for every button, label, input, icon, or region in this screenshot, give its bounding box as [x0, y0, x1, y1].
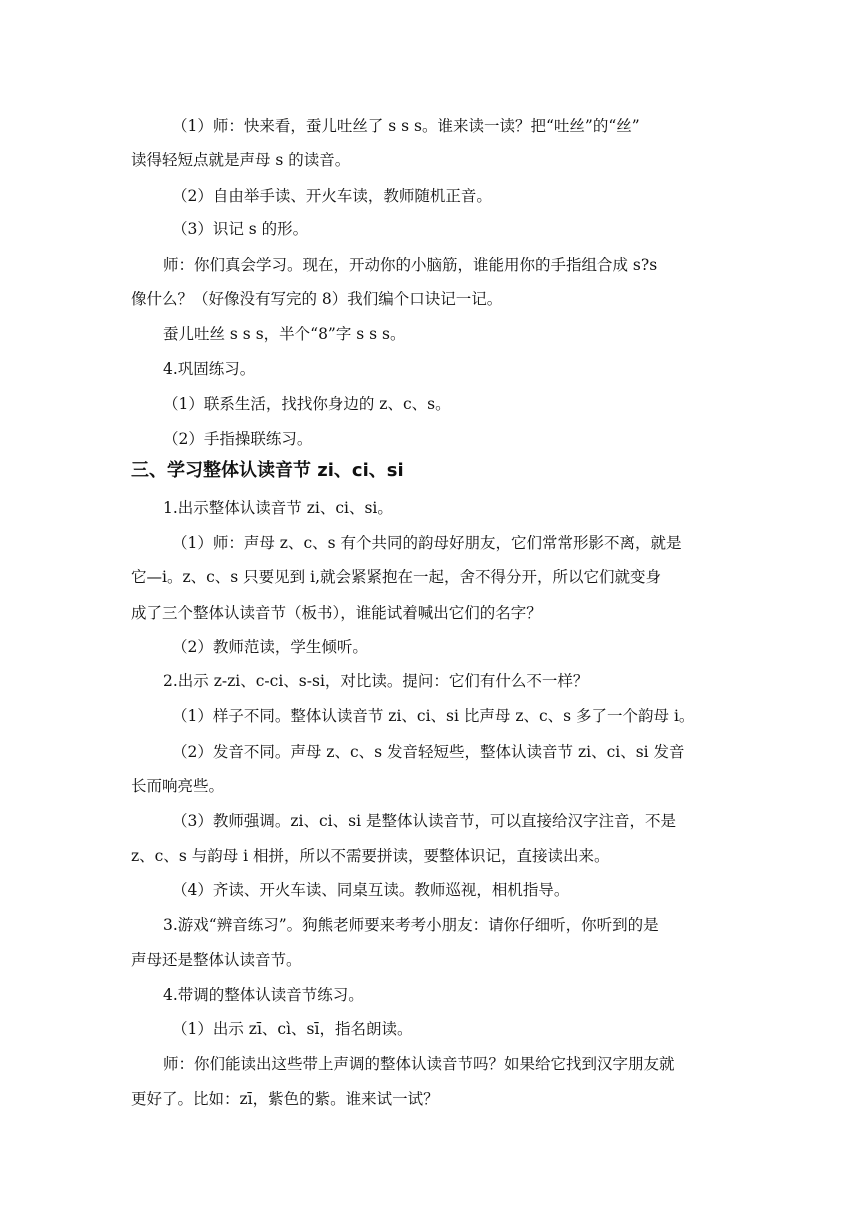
paragraph-line: （1）联系生活，找找你身边的 z、c、s。 — [163, 395, 451, 413]
paragraph-line: 读得轻短点就是声母 s 的读音。 — [131, 151, 351, 169]
paragraph-line: （4）齐读、开火车读、同桌互读。教师巡视，相机指导。 — [172, 881, 570, 899]
paragraph-line: （1）样子不同。整体认读音节 zi、ci、si 比声母 z、c、s 多了一个韵母 i。 — [172, 707, 695, 725]
paragraph-line: 声母还是整体认读音节。 — [131, 951, 302, 969]
paragraph-line: 蚕儿吐丝 s s s，半个“8”字 s s s。 — [163, 325, 406, 343]
paragraph-line: （2）自由举手读、开火车读，教师随机正音。 — [172, 187, 492, 205]
paragraph-line: 2.出示 z-zi、c-ci、s-si，对比读。提问：它们有什么不一样？ — [163, 672, 589, 690]
paragraph-line: 3.游戏“辨音练习”。狗熊老师要来考考小朋友：请你仔细听，你听到的是 — [163, 916, 659, 934]
paragraph-line: 师：你们真会学习。现在，开动你的小脑筋，谁能用你的手指组合成 s?s — [163, 256, 658, 274]
paragraph-line: （1）师：声母 z、c、s 有个共同的韵母好朋友，它们常常形影不离，就是 — [172, 534, 682, 552]
paragraph-line: z、c、s 与韵母 i 相拼，所以不需要拼读，要整体识记，直接读出来。 — [131, 847, 610, 865]
paragraph-line: 长而响亮些。 — [131, 777, 225, 795]
paragraph-line: 像什么？（好像没有写完的 8）我们编个口诀记一记。 — [131, 290, 503, 308]
paragraph-line: 4.巩固练习。 — [163, 360, 256, 378]
paragraph-line: （3）教师强调。zi、ci、si 是整体认读音节，可以直接给汉字注音，不是 — [172, 812, 676, 830]
paragraph-line: 更好了。比如：zī，紫色的紫。谁来试一试？ — [131, 1090, 439, 1108]
paragraph-line: 它—i。z、c、s 只要见到 i,就会紧紧抱在一起，舍不得分开，所以它们就变身 — [131, 568, 661, 586]
paragraph-line: （2）教师范读，学生倾听。 — [172, 638, 368, 656]
paragraph-line: （1）出示 zī、cì、sī，指名朗读。 — [172, 1020, 413, 1038]
section-heading: 三、学习整体认读音节 zi、ci、si — [131, 460, 404, 481]
paragraph-line: 成了三个整体认读音节（板书），谁能试着喊出它们的名字？ — [131, 604, 542, 622]
paragraph-line: 1.出示整体认读音节 zi、ci、si。 — [163, 499, 393, 517]
paragraph-line: 4.带调的整体认读音节练习。 — [163, 986, 364, 1004]
paragraph-line: 师：你们能读出这些带上声调的整体认读音节吗？如果给它找到汉字朋友就 — [163, 1055, 675, 1073]
paragraph-line: （2）手指操联练习。 — [163, 430, 313, 448]
paragraph-line: （2）发音不同。声母 z、c、s 发音轻短些，整体认读音节 zi、ci、si 发音 — [172, 743, 685, 761]
paragraph-line: （1）师：快来看，蚕儿吐丝了 s s s。谁来读一读？把“吐丝”的“丝” — [172, 117, 640, 135]
paragraph-line: （3）识记 s 的形。 — [172, 220, 309, 238]
